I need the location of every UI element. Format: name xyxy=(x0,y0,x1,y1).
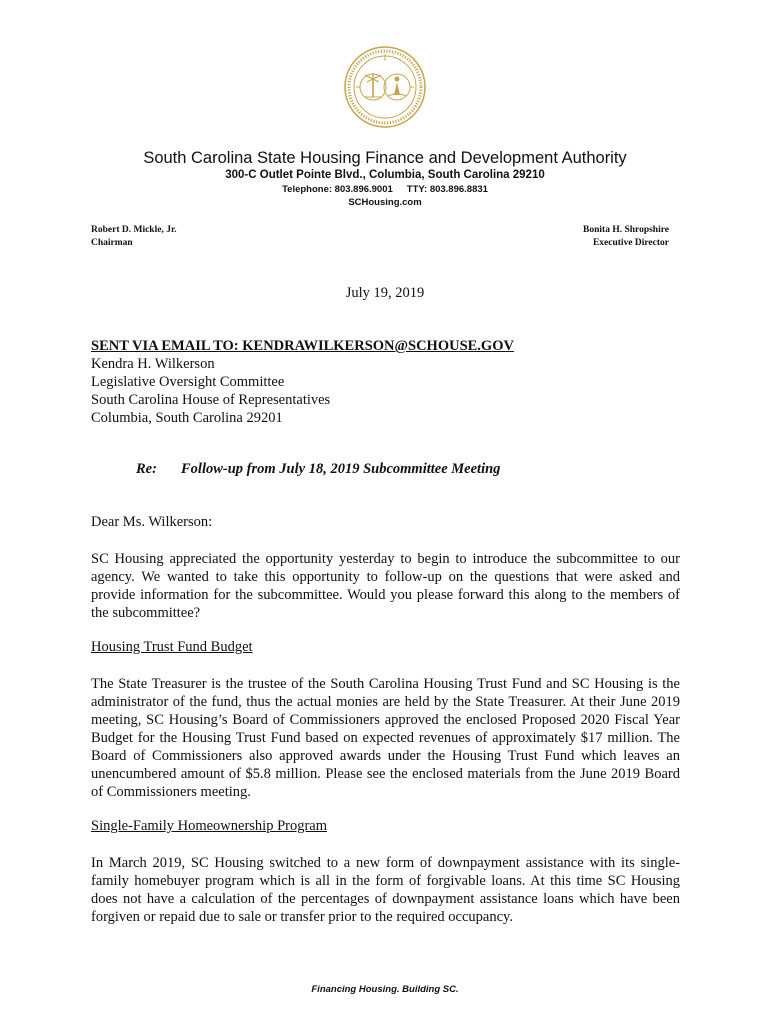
subject-line xyxy=(136,461,500,478)
state-seal-logo xyxy=(344,46,426,128)
chairman-title: Chairman xyxy=(91,237,133,248)
recipient-committee: Legislative Oversight Committee xyxy=(91,374,285,390)
contact-phone-line xyxy=(0,184,770,195)
organization-website: SCHousing.com xyxy=(348,197,422,208)
recipient-block xyxy=(91,337,691,427)
tty-number: TTY: 803.896.8831 xyxy=(406,184,488,195)
executive-director-block xyxy=(583,224,669,249)
homeownership-program-paragraph: In March 2019, SC Housing switched to a new form of downpayment assistance with its single-family homebuyer program which is all in the form of forgivable loans. At this time SC Housing does not have a calculation of the percentages of downpayment assistance loans which have been forgiven or repaid due to sale or transfer prior to the required occupancy. xyxy=(91,855,680,925)
executive-director-name: Bonita H. Shropshire xyxy=(583,225,669,235)
recipient-city: Columbia, South Carolina 29201 xyxy=(91,410,283,426)
intro-paragraph: SC Housing appreciated the opportunity yesterday to begin to introduce the subcommittee to our agency. We wanted to take this opportunity to follow-up on the questions that were asked and provide information for the subcommittee. Would you please forward this along to the members of the subcommittee? xyxy=(91,551,680,621)
footer-tagline: Financing Housing. Building SC. xyxy=(311,984,459,995)
homeownership-program-heading: Single-Family Homeownership Program xyxy=(91,818,328,834)
sent-via-email-line: SENT VIA EMAIL TO: KENDRAWILKERSON@SCHOUSE.GOV xyxy=(91,338,514,354)
organization-name: South Carolina State Housing Finance and Development Authority xyxy=(143,149,627,167)
telephone-number: Telephone: 803.896.9001 xyxy=(282,184,393,195)
organization-address: 300-C Outlet Pointe Blvd., Columbia, South Carolina 29210 xyxy=(225,169,545,181)
housing-trust-fund-heading: Housing Trust Fund Budget xyxy=(91,639,253,655)
subject-label: Re: xyxy=(136,461,157,477)
housing-trust-fund-paragraph: The State Treasurer is the trustee of the South Carolina Housing Trust Fund and SC Housing is the administrator of the fund, thus the actual monies are held by the State Treasurer. At their June 2019 meeting, SC Housing’s Board of Commissioners approved the enclosed Proposed 2020 Fiscal Year Budget for the Housing Trust Fund based on expected revenues of approximately $17 million. The Board of Commissioners also approved awards under the Housing Trust Fund which leaves an unencumbered amount of $5.8 million. Please see the enclosed materials from the June 2019 Board of Commissioners meeting. xyxy=(91,676,680,800)
subject-text: Follow-up from July 18, 2019 Subcommittee Meeting xyxy=(181,461,501,477)
state-seal-icon xyxy=(344,46,426,128)
chairman-name: Robert D. Mickle, Jr. xyxy=(91,225,177,235)
letter-date: July 19, 2019 xyxy=(345,285,425,301)
recipient-name: Kendra H. Wilkerson xyxy=(91,356,215,372)
salutation: Dear Ms. Wilkerson: xyxy=(91,514,213,530)
executive-director-title: Executive Director xyxy=(592,237,669,248)
chairman-block xyxy=(91,224,177,249)
recipient-organization: South Carolina House of Representatives xyxy=(91,392,331,408)
